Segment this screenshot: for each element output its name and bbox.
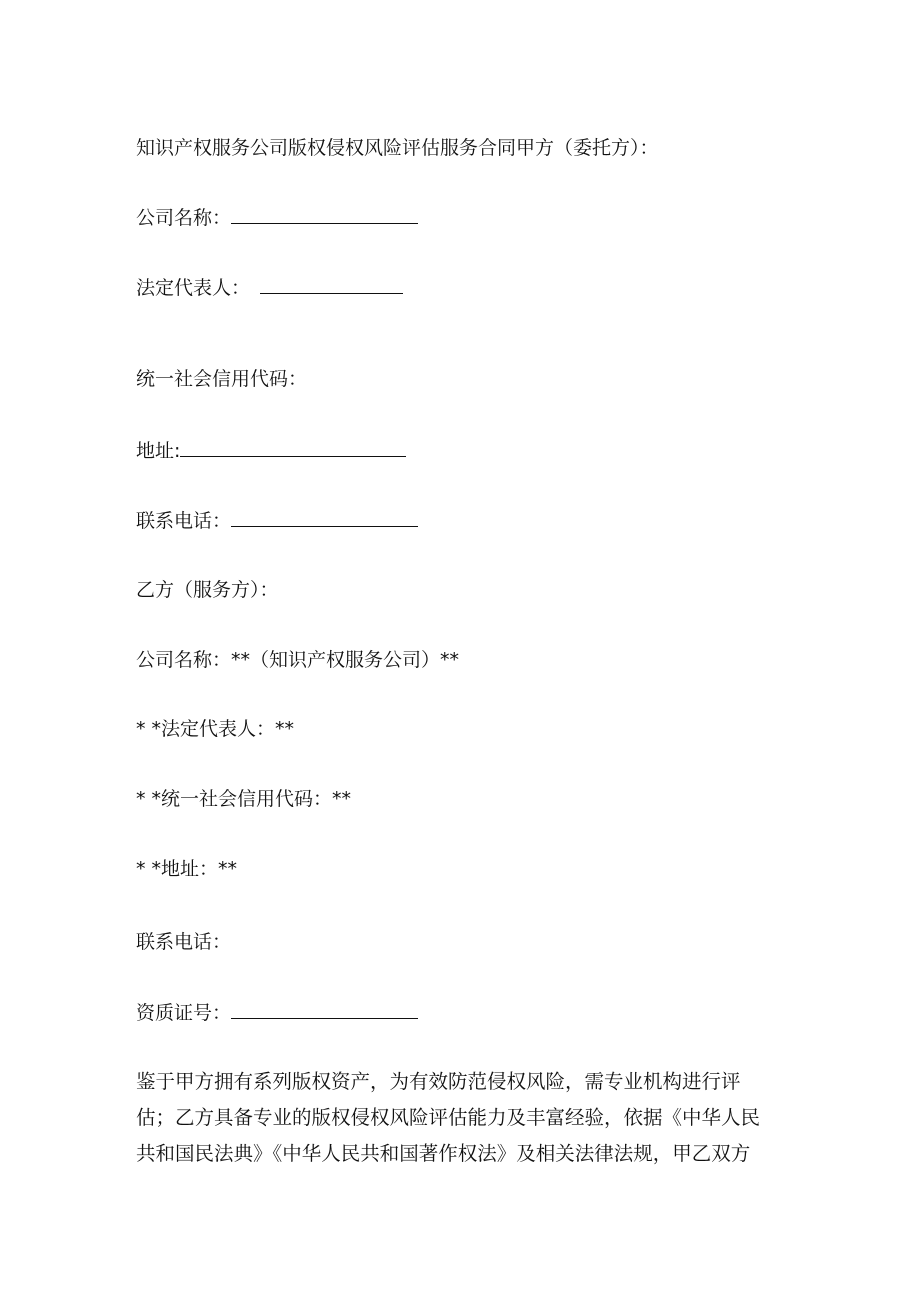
- party-b-phone-label: 联系电话：: [136, 931, 232, 953]
- party-a-company-name-row: [136, 205, 418, 230]
- party-a-legal-rep-row: [136, 275, 403, 300]
- party-b-qualification-row: [136, 1000, 418, 1025]
- preamble-line: 鉴于甲方拥有系列版权资产，为有效防范侵权风险，需专业机构进行评: [136, 1070, 741, 1093]
- party-b-legal-rep: * *法定代表人：**: [136, 718, 295, 740]
- party-b-credit-code: * *统一社会信用代码：**: [136, 788, 352, 810]
- party-b-company-name: 公司名称：**（知识产权服务公司）**: [136, 649, 460, 671]
- contract-title: 知识产权服务公司版权侵权风险评估服务合同甲方（委托方）：: [136, 137, 659, 159]
- party-b-qualification-blank[interactable]: [231, 1000, 418, 1019]
- party-a-phone-label: 联系电话：: [136, 510, 232, 532]
- party-b-qualification-label: 资质证号：: [136, 1002, 232, 1024]
- party-a-address-label: 地址:: [136, 440, 181, 462]
- party-b-heading: 乙方（服务方）：: [136, 579, 279, 601]
- party-a-phone-blank[interactable]: [231, 508, 418, 527]
- party-a-company-name-label: 公司名称：: [136, 207, 232, 229]
- party-a-credit-code-label: 统一社会信用代码：: [136, 368, 308, 390]
- party-a-company-name-blank[interactable]: [231, 205, 418, 224]
- party-a-address-row: [136, 438, 406, 463]
- preamble-line: 共和国民法典》《中华人民共和国著作权法》及相关法律法规，甲乙双方: [136, 1142, 751, 1165]
- party-a-legal-rep-blank[interactable]: [260, 275, 403, 294]
- party-a-legal-rep-label: 法定代表人：: [136, 277, 251, 299]
- party-a-phone-row: [136, 508, 418, 533]
- preamble-paragraph: [136, 1064, 786, 1172]
- party-b-address: * *地址：**: [136, 858, 238, 880]
- party-a-address-blank[interactable]: [180, 438, 406, 457]
- preamble-line: 估；乙方具备专业的版权侵权风险评估能力及丰富经验，依据《中华人民: [136, 1106, 761, 1129]
